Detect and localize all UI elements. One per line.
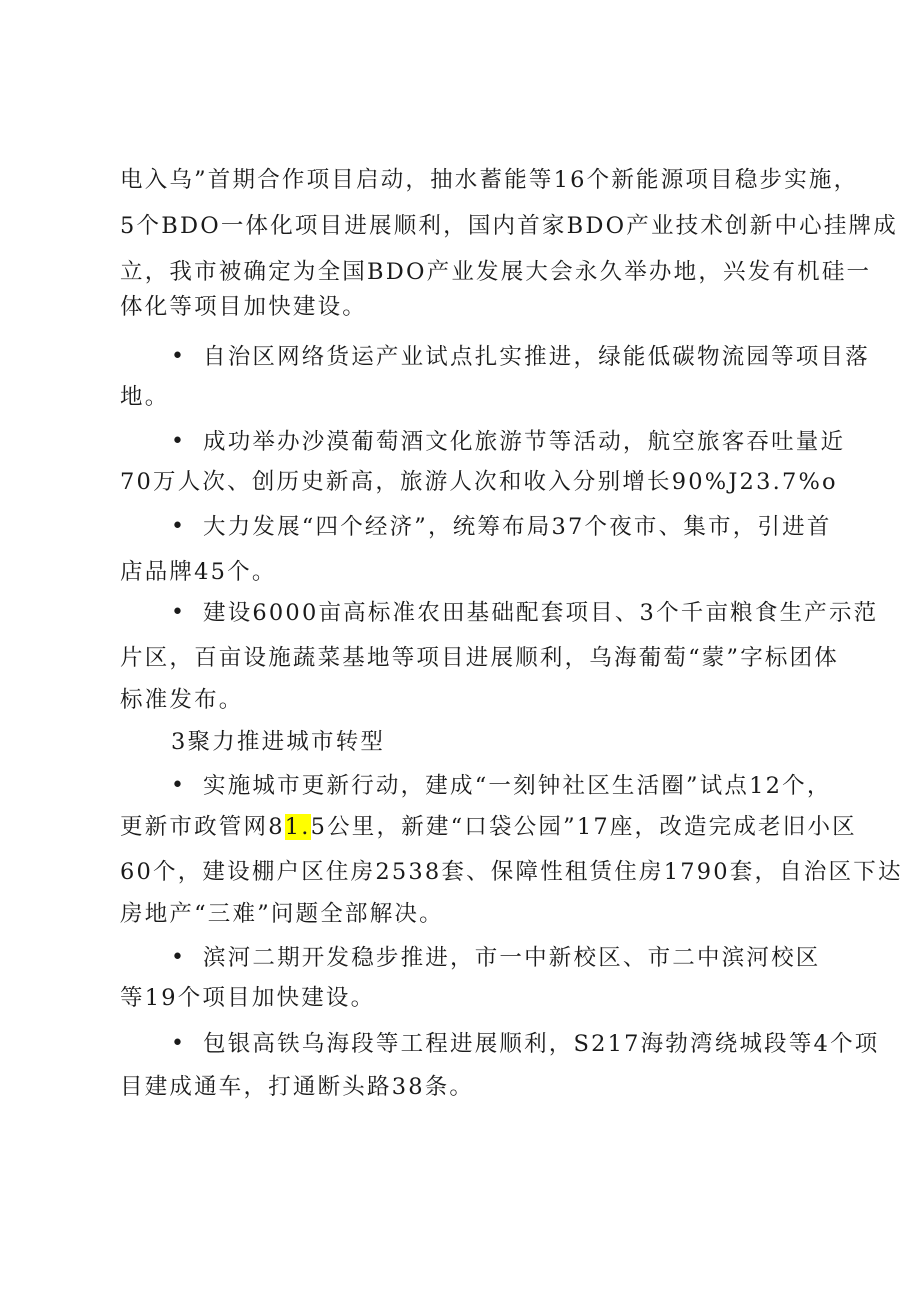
section-heading: 3聚力推进城市转型 [171,729,386,755]
text-line: 房地产“三难”问题全部解决。 [120,901,444,927]
text-line: 70万人次、创历史新高，旅游人次和收入分别增长90%J23.7%o [120,469,838,495]
bullet-point: • [171,1031,184,1056]
text-line: 体化等项目加快建设。 [120,294,368,320]
text-line: 自治区网络货运产业试点扎实推进，绿能低碳物流园等项目落 [203,344,870,370]
bullet-point: • [171,945,184,970]
text-line: 建设6000亩高标准农田基础配套项目、3个千亩粮食生产示范 [203,600,879,626]
text-line: 实施城市更新行动，建成“一刻钟社区生活圈”试点12个， [203,773,832,799]
text-line: 成功举办沙漠葡萄酒文化旅游节等活动，航空旅客吞吐量近 [203,429,846,455]
bullet-point: • [171,514,184,539]
text-line: 目建成通车，打通断头路38条。 [120,1074,475,1100]
bullet-point: • [171,773,184,798]
text-line: 60个，建设棚户区住房2538套、保障性租赁住房1790套，自治区下达 [120,859,903,885]
text-line: 等19个项目加快建设。 [120,985,376,1011]
bullet-point: • [171,344,184,369]
text-line: 包银高铁乌海段等工程进展顺利，S217海勃湾绕城段等4个项 [203,1031,880,1057]
text-line: 片区，百亩设施蔬菜基地等项目进展顺利，乌海葡萄“蒙”字标团体 [120,645,840,671]
bullet-point: • [171,600,184,625]
text-line: 电入乌”首期合作项目启动，抽水蓄能等16个新能源项目稳步实施， [120,167,859,193]
text-line: 店品牌45个。 [120,559,277,585]
text-line: 5个BDO一体化项目进展顺利，国内首家BDO产业技术创新中心挂牌成 [120,213,898,239]
text-segment: 5公里，新建“口袋公园”17座，改造完成老旧小区 [310,814,857,840]
text-line: 标准发布。 [120,687,244,713]
text-line: 立，我市被确定为全国BDO产业发展大会永久举办地，兴发有机硅一 [120,259,872,285]
bullet-point: • [171,429,184,454]
text-line: 滨河二期开发稳步推进，市一中新校区、市二中滨河校区 [203,945,821,971]
text-line: 地。 [120,384,170,410]
highlighted-text: 1. [284,814,311,840]
text-line: 大力发展“四个经济”，统筹布局37个夜市、集市，引进首 [203,514,832,540]
text-segment: 更新市政管网8 [120,814,285,840]
text-line [120,812,857,842]
